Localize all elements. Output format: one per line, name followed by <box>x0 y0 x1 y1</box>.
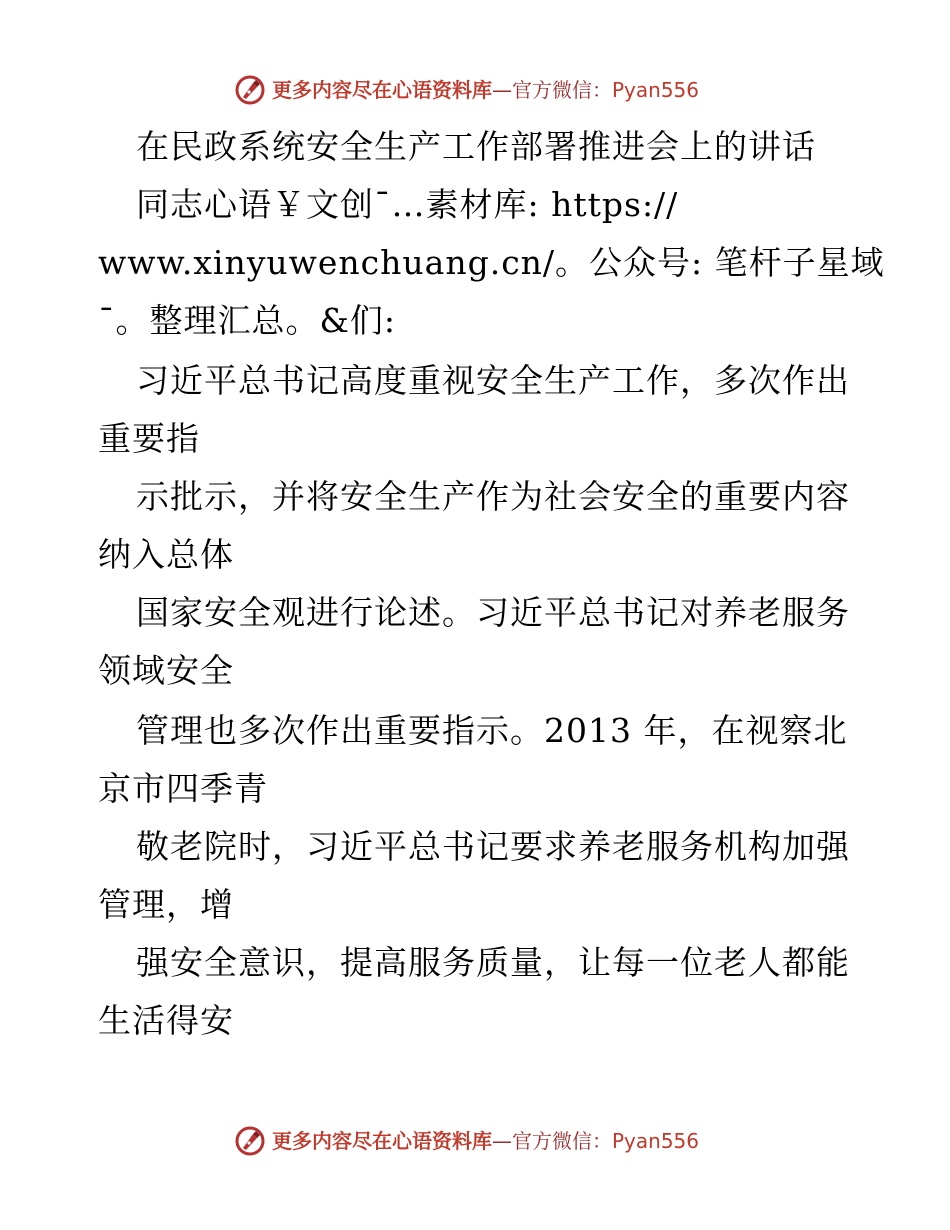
text-line: 生活得安 <box>98 1001 234 1040</box>
text-line: 敬老院时，习近平总书记要求养老服务机构加强 <box>136 827 850 866</box>
text-line: 京市四季青 <box>98 769 268 808</box>
text-line: 强安全意识，提高服务质量，让每一位老人都能 <box>136 943 850 982</box>
watermark-text <box>272 78 699 102</box>
text-line: ¯。整理汇总。&们: <box>98 301 396 340</box>
watermark-site-text: 更多内容尽在心语资料库 <box>272 1129 492 1153</box>
watermark-separator: — <box>492 1129 512 1153</box>
text-line: 示批示，并将安全生产作为社会安全的重要内容 <box>136 477 850 516</box>
watermark-site-text: 更多内容尽在心语资料库 <box>272 78 492 102</box>
watermark-banner-top <box>0 70 950 110</box>
watermark-wechat-id: Pyan556 <box>612 1129 700 1153</box>
watermark-separator: — <box>492 78 512 102</box>
watermark-wechat-label: 官方微信： <box>512 78 612 102</box>
watermark-banner-bottom <box>0 1121 950 1161</box>
text-line: www.xinyuwenchuang.cn/。公众号: 笔杆子星域 <box>98 243 885 282</box>
text-line: 管理，增 <box>98 885 234 924</box>
text-line: 领域安全 <box>98 651 234 690</box>
watermark-text <box>272 1129 699 1153</box>
watermark-wechat-label: 官方微信： <box>512 1129 612 1153</box>
pen-nib-logo-icon <box>234 74 266 106</box>
text-line: 习近平总书记高度重视安全生产工作，多次作出 <box>136 361 850 400</box>
watermark-wechat-id: Pyan556 <box>612 78 700 102</box>
text-line: 重要指 <box>98 419 200 458</box>
pen-nib-logo-icon <box>234 1125 266 1157</box>
text-line: 纳入总体 <box>98 535 234 574</box>
text-line: 国家安全观进行论述。习近平总书记对养老服务 <box>136 593 850 632</box>
text-line: 管理也多次作出重要指示。2013 年，在视察北 <box>136 711 848 750</box>
document-title: 在民政系统安全生产工作部署推进会上的讲话 <box>136 127 816 166</box>
text-line: 同志心语￥文创¯…素材库: https:// <box>136 185 679 224</box>
